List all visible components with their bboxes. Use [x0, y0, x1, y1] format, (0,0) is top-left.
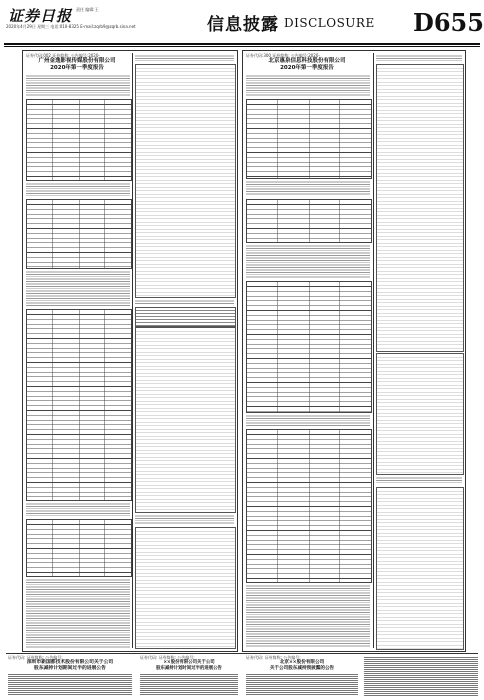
announcement-code-line: 证券代码: 证券简称: 公告编号: [8, 655, 63, 660]
announcement-title [23, 58, 131, 71]
report-name: 股东减持计划期间过半的进展公告 [34, 665, 106, 671]
text-block [246, 244, 370, 278]
text-block [364, 656, 478, 696]
text-block [135, 54, 234, 62]
masthead [0, 0, 484, 46]
company-name: 广州金逸影视传媒股份有限公司 [38, 58, 116, 64]
income-statement-table [376, 353, 464, 475]
section-title: 信息披露 [207, 15, 279, 35]
text-block [135, 299, 234, 305]
text-block [26, 578, 130, 648]
commitment-table [26, 519, 132, 577]
text-block [8, 673, 132, 696]
financial-table [246, 99, 372, 179]
announcement-right [242, 50, 466, 652]
page-number: D655 [413, 8, 484, 37]
shareholder-table [26, 199, 132, 269]
commitment-table [246, 429, 372, 583]
announcement-bottom-3 [244, 655, 360, 697]
balance-sheet-table [376, 64, 464, 352]
income-statement-table [135, 327, 236, 513]
changes-table [26, 309, 132, 501]
bottom-rule [6, 653, 478, 654]
report-name: 2020年第一季度报告 [280, 64, 334, 71]
text-block [246, 74, 370, 96]
text-block [246, 673, 358, 696]
masthead-rule [4, 43, 480, 45]
cashflow-table [135, 527, 236, 649]
column-divider [132, 53, 133, 648]
editor-line: 责任 编辑:王 [76, 7, 99, 12]
company-name: 深圳市新国都技术股份有限公司关于公司 [26, 660, 114, 665]
text-block [376, 54, 462, 62]
text-block [140, 673, 238, 696]
report-name: 股东减持计划时间过半的进展公告 [156, 665, 222, 671]
text-block [246, 180, 370, 196]
financial-table [26, 99, 132, 181]
announcement-code-line: 证券代码: 证券简称: 公告编号: [246, 655, 301, 660]
company-name: 北京惠泉信息科技股份有限公司 [268, 58, 346, 64]
announcement-code-line: 证券代码:002 证券简称: 公告编号:2020- [26, 53, 100, 58]
announcement-bottom-2 [138, 655, 240, 697]
newspaper-logo: 证券日报 [8, 7, 73, 25]
date-contact-line: 2020年4月29日 星期三 电话:010-8325 E-mail:zqrb9@zqrb.sina.net [6, 24, 136, 29]
company-name: ××股份有限公司关于公司 [163, 660, 215, 665]
announcement-bottom-1 [6, 655, 134, 697]
text-block [246, 414, 370, 426]
announcement-code-line: 证券代码: 证券简称: 公告编号: [140, 655, 195, 660]
changes-table [246, 281, 372, 413]
announcement-title [138, 660, 240, 671]
income-statement-head [135, 307, 236, 327]
text-block [26, 502, 130, 516]
text-block [26, 74, 130, 96]
balance-sheet-table [135, 64, 236, 298]
announcement-left [22, 50, 238, 652]
text-block [26, 270, 130, 306]
company-name: 北京××股份有限公司 [279, 660, 325, 665]
text-block [135, 514, 234, 524]
text-block [376, 476, 462, 484]
announcement-title [6, 660, 134, 672]
announcement-title [244, 660, 360, 672]
announcement-code-line: 证券代码:300 证券简称: 公告编号:2020- [246, 53, 320, 58]
announcement-title [243, 58, 371, 71]
section-title-en: DISCLOSURE [284, 16, 375, 30]
shareholder-table [246, 199, 372, 243]
report-name: 关于公司股东减持预披露的公告 [269, 665, 335, 671]
report-name: 2020年第一季度报告 [50, 64, 104, 71]
column-divider [373, 53, 374, 648]
cashflow-table [376, 487, 464, 650]
masthead-rule-thin [4, 46, 480, 47]
text-block [26, 182, 130, 196]
text-block [246, 584, 370, 648]
